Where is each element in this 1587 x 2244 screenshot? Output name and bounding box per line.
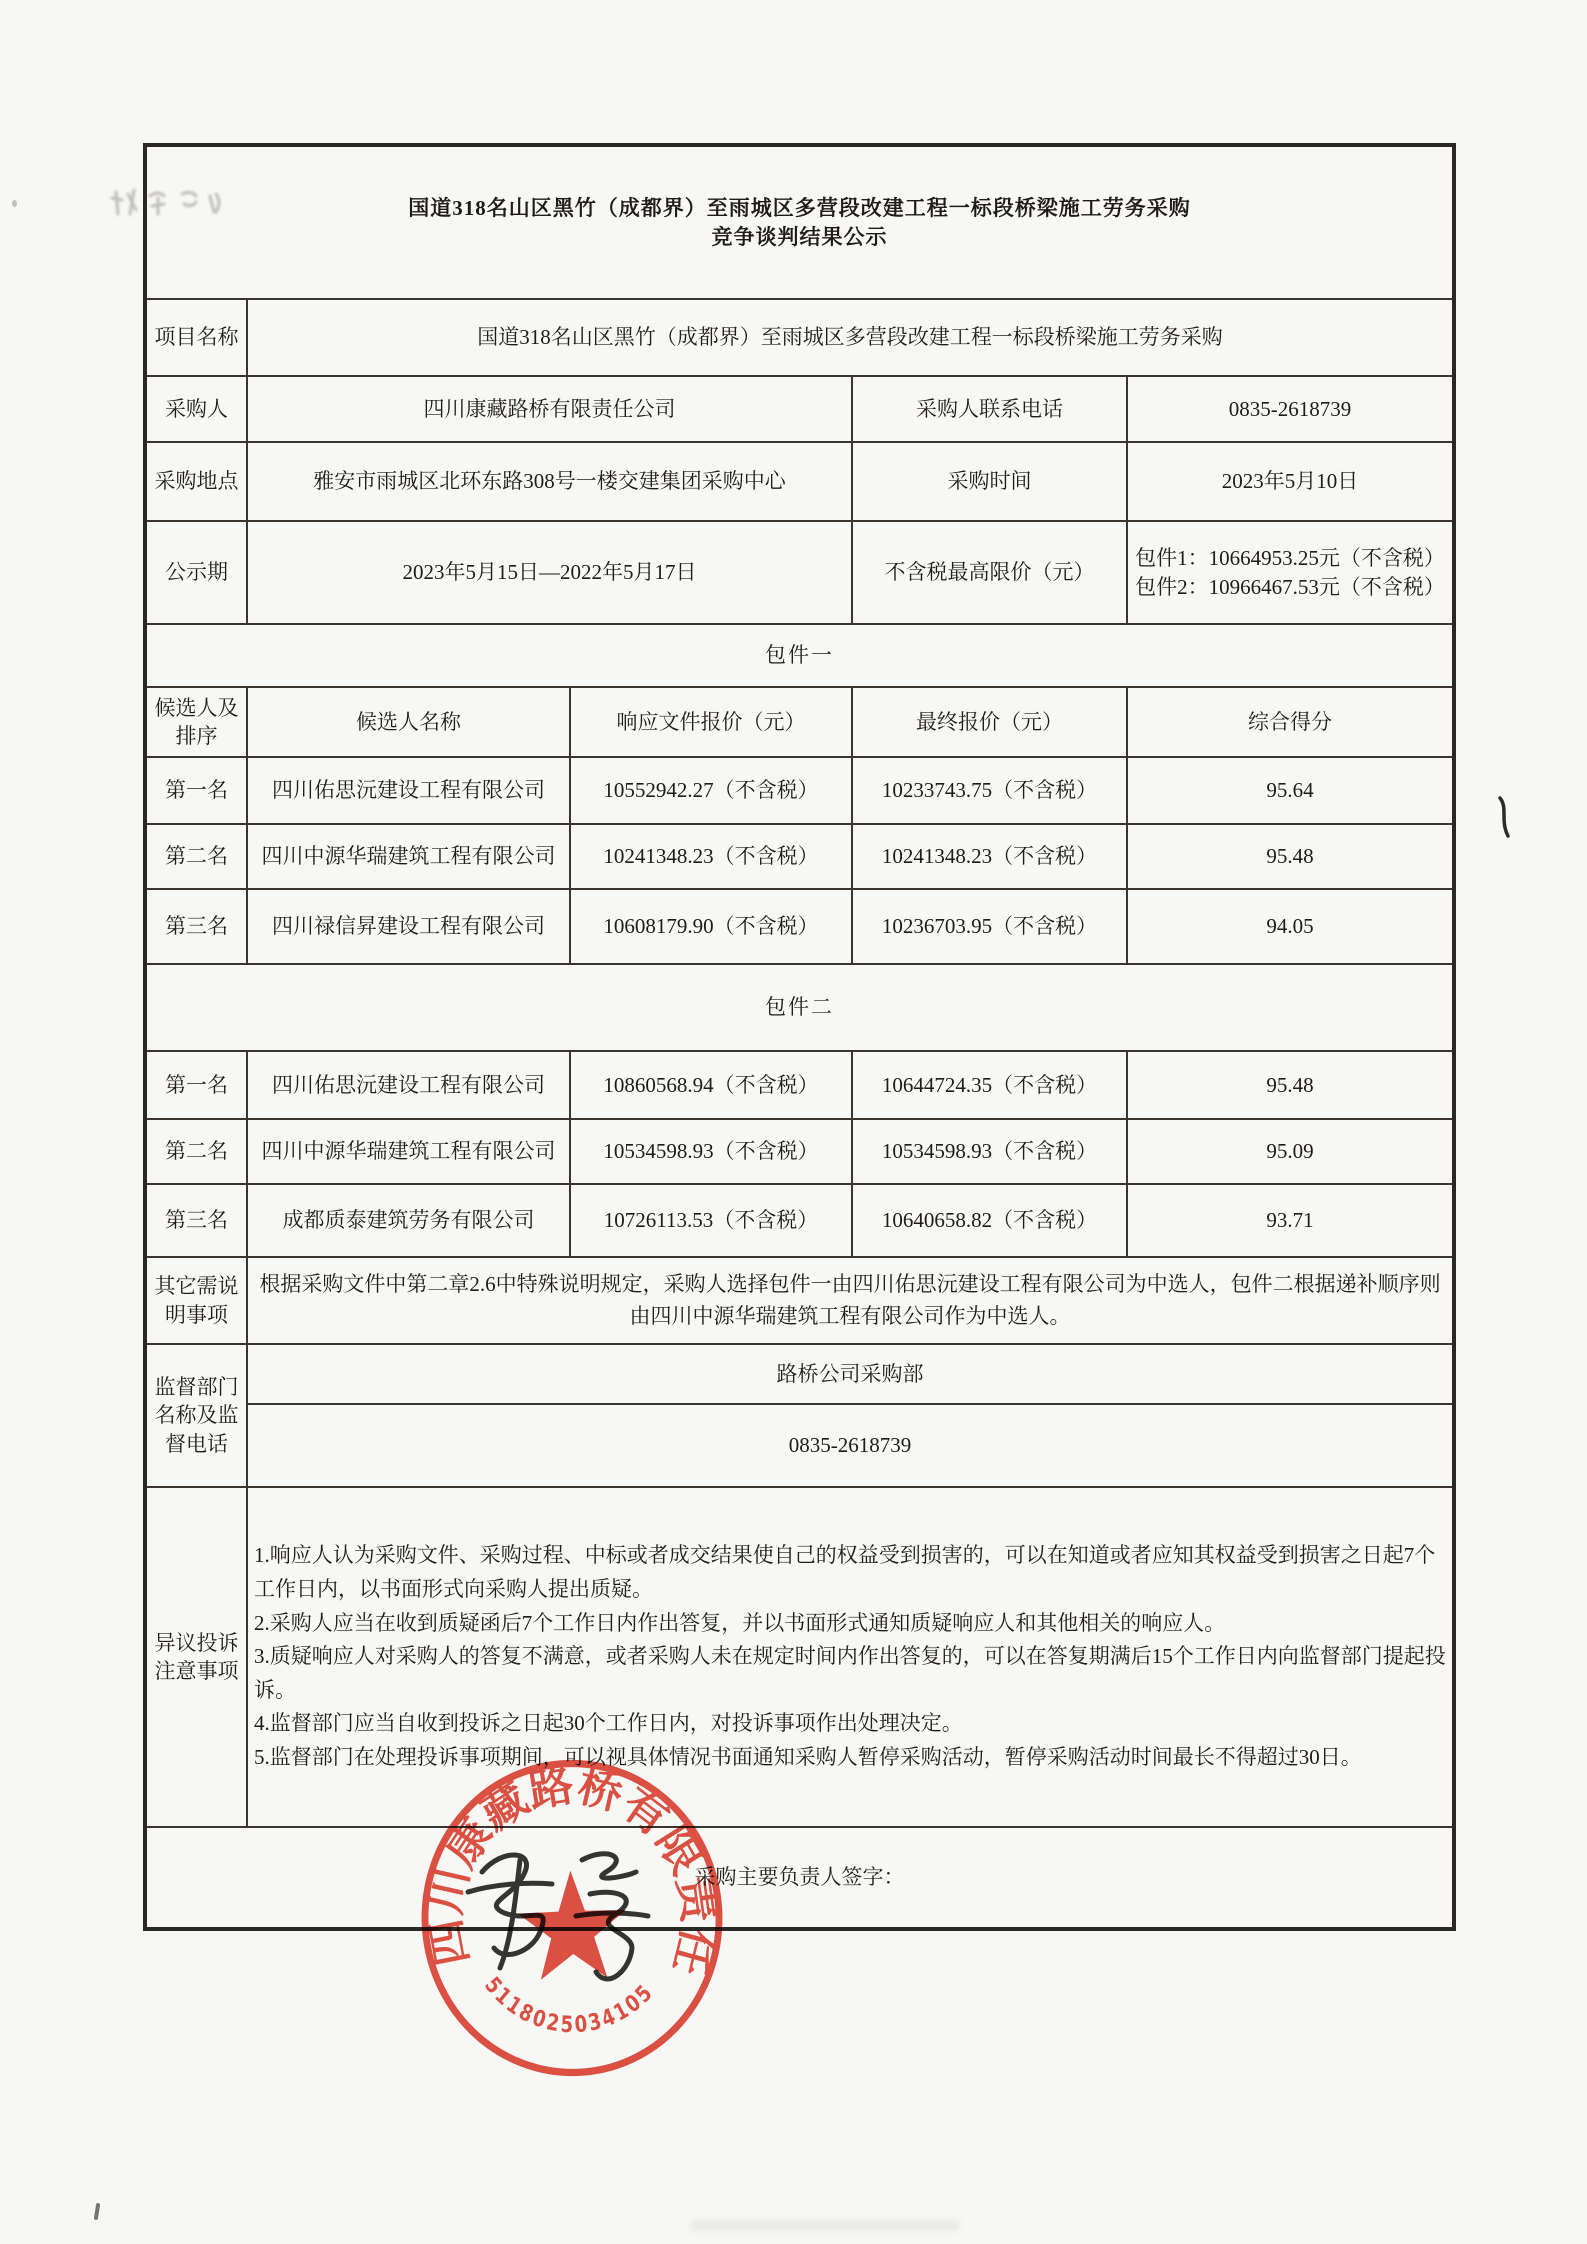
supervision-phone-value: 0835-2618739 xyxy=(247,1404,1454,1487)
other-notes-label: 其它需说明事项 xyxy=(145,1257,247,1344)
header-response-price: 响应文件报价（元） xyxy=(570,687,852,757)
final-price-cell: 10236703.95（不含税） xyxy=(852,889,1127,964)
project-name-value: 国道318名山区黑竹（成都界）至雨城区多营段改建工程一标段桥梁施工劳务采购 xyxy=(247,299,1454,376)
location-value: 雅安市雨城区北环东路308号一楼交建集团采购中心 xyxy=(247,442,852,521)
header-final-price: 最终报价（元） xyxy=(852,687,1127,757)
buyer-phone-label: 采购人联系电话 xyxy=(852,376,1127,442)
time-value: 2023年5月10日 xyxy=(1127,442,1454,521)
table-row xyxy=(145,757,1454,824)
candidate-name-cell: 四川禄信昇建设工程有限公司 xyxy=(247,889,570,964)
objection-item-1: 1.响应人认为采购文件、采购过程、中标或者成交结果使自己的权益受到损害的，可以在知道或者应知其权益受到损害之日起7个工作日内，以书面形式向采购人提出质疑。 xyxy=(254,1543,1436,1602)
final-price-cell: 10534598.93（不含税） xyxy=(852,1119,1127,1184)
table-row xyxy=(145,889,1454,964)
objection-label: 异议投诉注意事项 xyxy=(145,1487,247,1827)
max-price-value xyxy=(1127,521,1454,624)
max-price-package2: 包件2：10966467.53元（不含税） xyxy=(1135,574,1445,599)
publicity-row xyxy=(145,521,1454,624)
response-price-cell: 10552942.27（不含税） xyxy=(570,757,852,824)
score-cell: 95.09 xyxy=(1127,1119,1454,1184)
candidates-header-row xyxy=(145,687,1454,757)
score-cell: 95.48 xyxy=(1127,824,1454,889)
title-line-1: 国道318名山区黑竹（成都界）至雨城区多营段改建工程一标段桥梁施工劳务采购 xyxy=(408,196,1191,221)
response-price-cell: 10726113.53（不含税） xyxy=(570,1184,852,1257)
scan-dot-artifact xyxy=(12,200,17,207)
package1-banner: 包件一 xyxy=(145,624,1454,687)
table-row xyxy=(145,1051,1454,1119)
score-cell: 94.05 xyxy=(1127,889,1454,964)
final-price-cell: 10644724.35（不含税） xyxy=(852,1051,1127,1119)
rank-cell: 第三名 xyxy=(145,889,247,964)
header-name: 候选人名称 xyxy=(247,687,570,757)
rank-cell: 第二名 xyxy=(145,1119,247,1184)
header-score: 综合得分 xyxy=(1127,687,1454,757)
publicity-value: 2023年5月15日—2022年5月17日 xyxy=(247,521,852,624)
supervision-phone-row xyxy=(145,1404,1454,1487)
final-price-cell: 10241348.23（不含税） xyxy=(852,824,1127,889)
scan-smudge-bottom-artifact xyxy=(690,2220,960,2231)
buyer-row xyxy=(145,376,1454,442)
candidate-name-cell: 四川佑思沅建设工程有限公司 xyxy=(247,757,570,824)
title-line-2: 竞争谈判结果公示 xyxy=(711,224,888,249)
rank-cell: 第一名 xyxy=(145,757,247,824)
objection-item-3: 3.质疑响应人对采购人的答复不满意，或者采购人未在规定时间内作出答复的，可以在答复期满后15个工作日内向监督部门提起投诉。 xyxy=(254,1644,1446,1702)
rank-cell: 第一名 xyxy=(145,1051,247,1119)
stamp-company-text: 四川康藏路桥有限责任公司 xyxy=(421,1760,723,1979)
objection-row xyxy=(145,1487,1454,1827)
supervision-department-value: 路桥公司采购部 xyxy=(247,1344,1454,1404)
package1-banner-row xyxy=(145,624,1454,687)
publicity-label: 公示期 xyxy=(145,521,247,624)
package2-banner-row xyxy=(145,964,1454,1051)
scan-dash-artifact xyxy=(94,2203,101,2220)
score-cell: 93.71 xyxy=(1127,1184,1454,1257)
supervision-label: 监督部门名称及监督电话 xyxy=(145,1344,247,1487)
max-price-package1: 包件1：10664953.25元（不含税） xyxy=(1135,546,1445,571)
objection-item-2: 2.采购人应当在收到质疑函后7个工作日内作出答复，并以书面形式通知质疑响应人和其他相关的响应人。 xyxy=(254,1610,1226,1635)
final-price-cell: 10233743.75（不含税） xyxy=(852,757,1127,824)
table-row xyxy=(145,1184,1454,1257)
candidate-name-cell: 四川佑思沅建设工程有限公司 xyxy=(247,1051,570,1119)
other-notes-row xyxy=(145,1257,1454,1344)
score-cell: 95.48 xyxy=(1127,1051,1454,1119)
response-price-cell: 10860568.94（不含税） xyxy=(570,1051,852,1119)
candidate-name-cell: 四川中源华瑞建筑工程有限公司 xyxy=(247,1119,570,1184)
signature-row xyxy=(145,1827,1454,1929)
stamp-number-text: 5118025034105 xyxy=(479,1971,661,2039)
project-name-label: 项目名称 xyxy=(145,299,247,376)
table-row xyxy=(145,1119,1454,1184)
signature-label: 采购主要负责人签字： xyxy=(145,1827,1454,1929)
objection-content xyxy=(247,1487,1454,1827)
supervision-department-row xyxy=(145,1344,1454,1404)
title-row xyxy=(145,145,1454,299)
final-price-cell: 10640658.82（不含税） xyxy=(852,1184,1127,1257)
project-name-row xyxy=(145,299,1454,376)
rank-cell: 第二名 xyxy=(145,824,247,889)
buyer-label: 采购人 xyxy=(145,376,247,442)
package2-banner: 包件二 xyxy=(145,964,1454,1051)
max-price-label: 不含税最高限价（元） xyxy=(852,521,1127,624)
header-rank: 候选人及排序 xyxy=(145,687,247,757)
time-label: 采购时间 xyxy=(852,442,1127,521)
other-notes-value: 根据采购文件中第二章2.6中特殊说明规定，采购人选择包件一由四川佑思沅建设工程有限公司为中选人，包件二根据递补顺序则由四川中源华瑞建筑工程有限公司作为中选人。 xyxy=(247,1257,1454,1344)
document-title xyxy=(145,145,1454,299)
pen-mark-artifact xyxy=(1496,796,1516,840)
response-price-cell: 10534598.93（不含税） xyxy=(570,1119,852,1184)
table-row xyxy=(145,824,1454,889)
objection-item-4: 4.监督部门应当自收到投诉之日起30个工作日内，对投诉事项作出处理决定。 xyxy=(254,1711,963,1736)
response-price-cell: 10241348.23（不含税） xyxy=(570,824,852,889)
buyer-phone-value: 0835-2618739 xyxy=(1127,376,1454,442)
location-label: 采购地点 xyxy=(145,442,247,521)
candidate-name-cell: 成都质泰建筑劳务有限公司 xyxy=(247,1184,570,1257)
location-row xyxy=(145,442,1454,521)
procurement-result-table xyxy=(143,143,1456,1931)
objection-item-5: 5.监督部门在处理投诉事项期间，可以视具体情况书面通知采购人暂停采购活动，暂停采购活动时间最长不得超过30日。 xyxy=(254,1744,1362,1769)
buyer-value: 四川康藏路桥有限责任公司 xyxy=(247,376,852,442)
score-cell: 95.64 xyxy=(1127,757,1454,824)
candidate-name-cell: 四川中源华瑞建筑工程有限公司 xyxy=(247,824,570,889)
rank-cell: 第三名 xyxy=(145,1184,247,1257)
response-price-cell: 10608179.90（不含税） xyxy=(570,889,852,964)
